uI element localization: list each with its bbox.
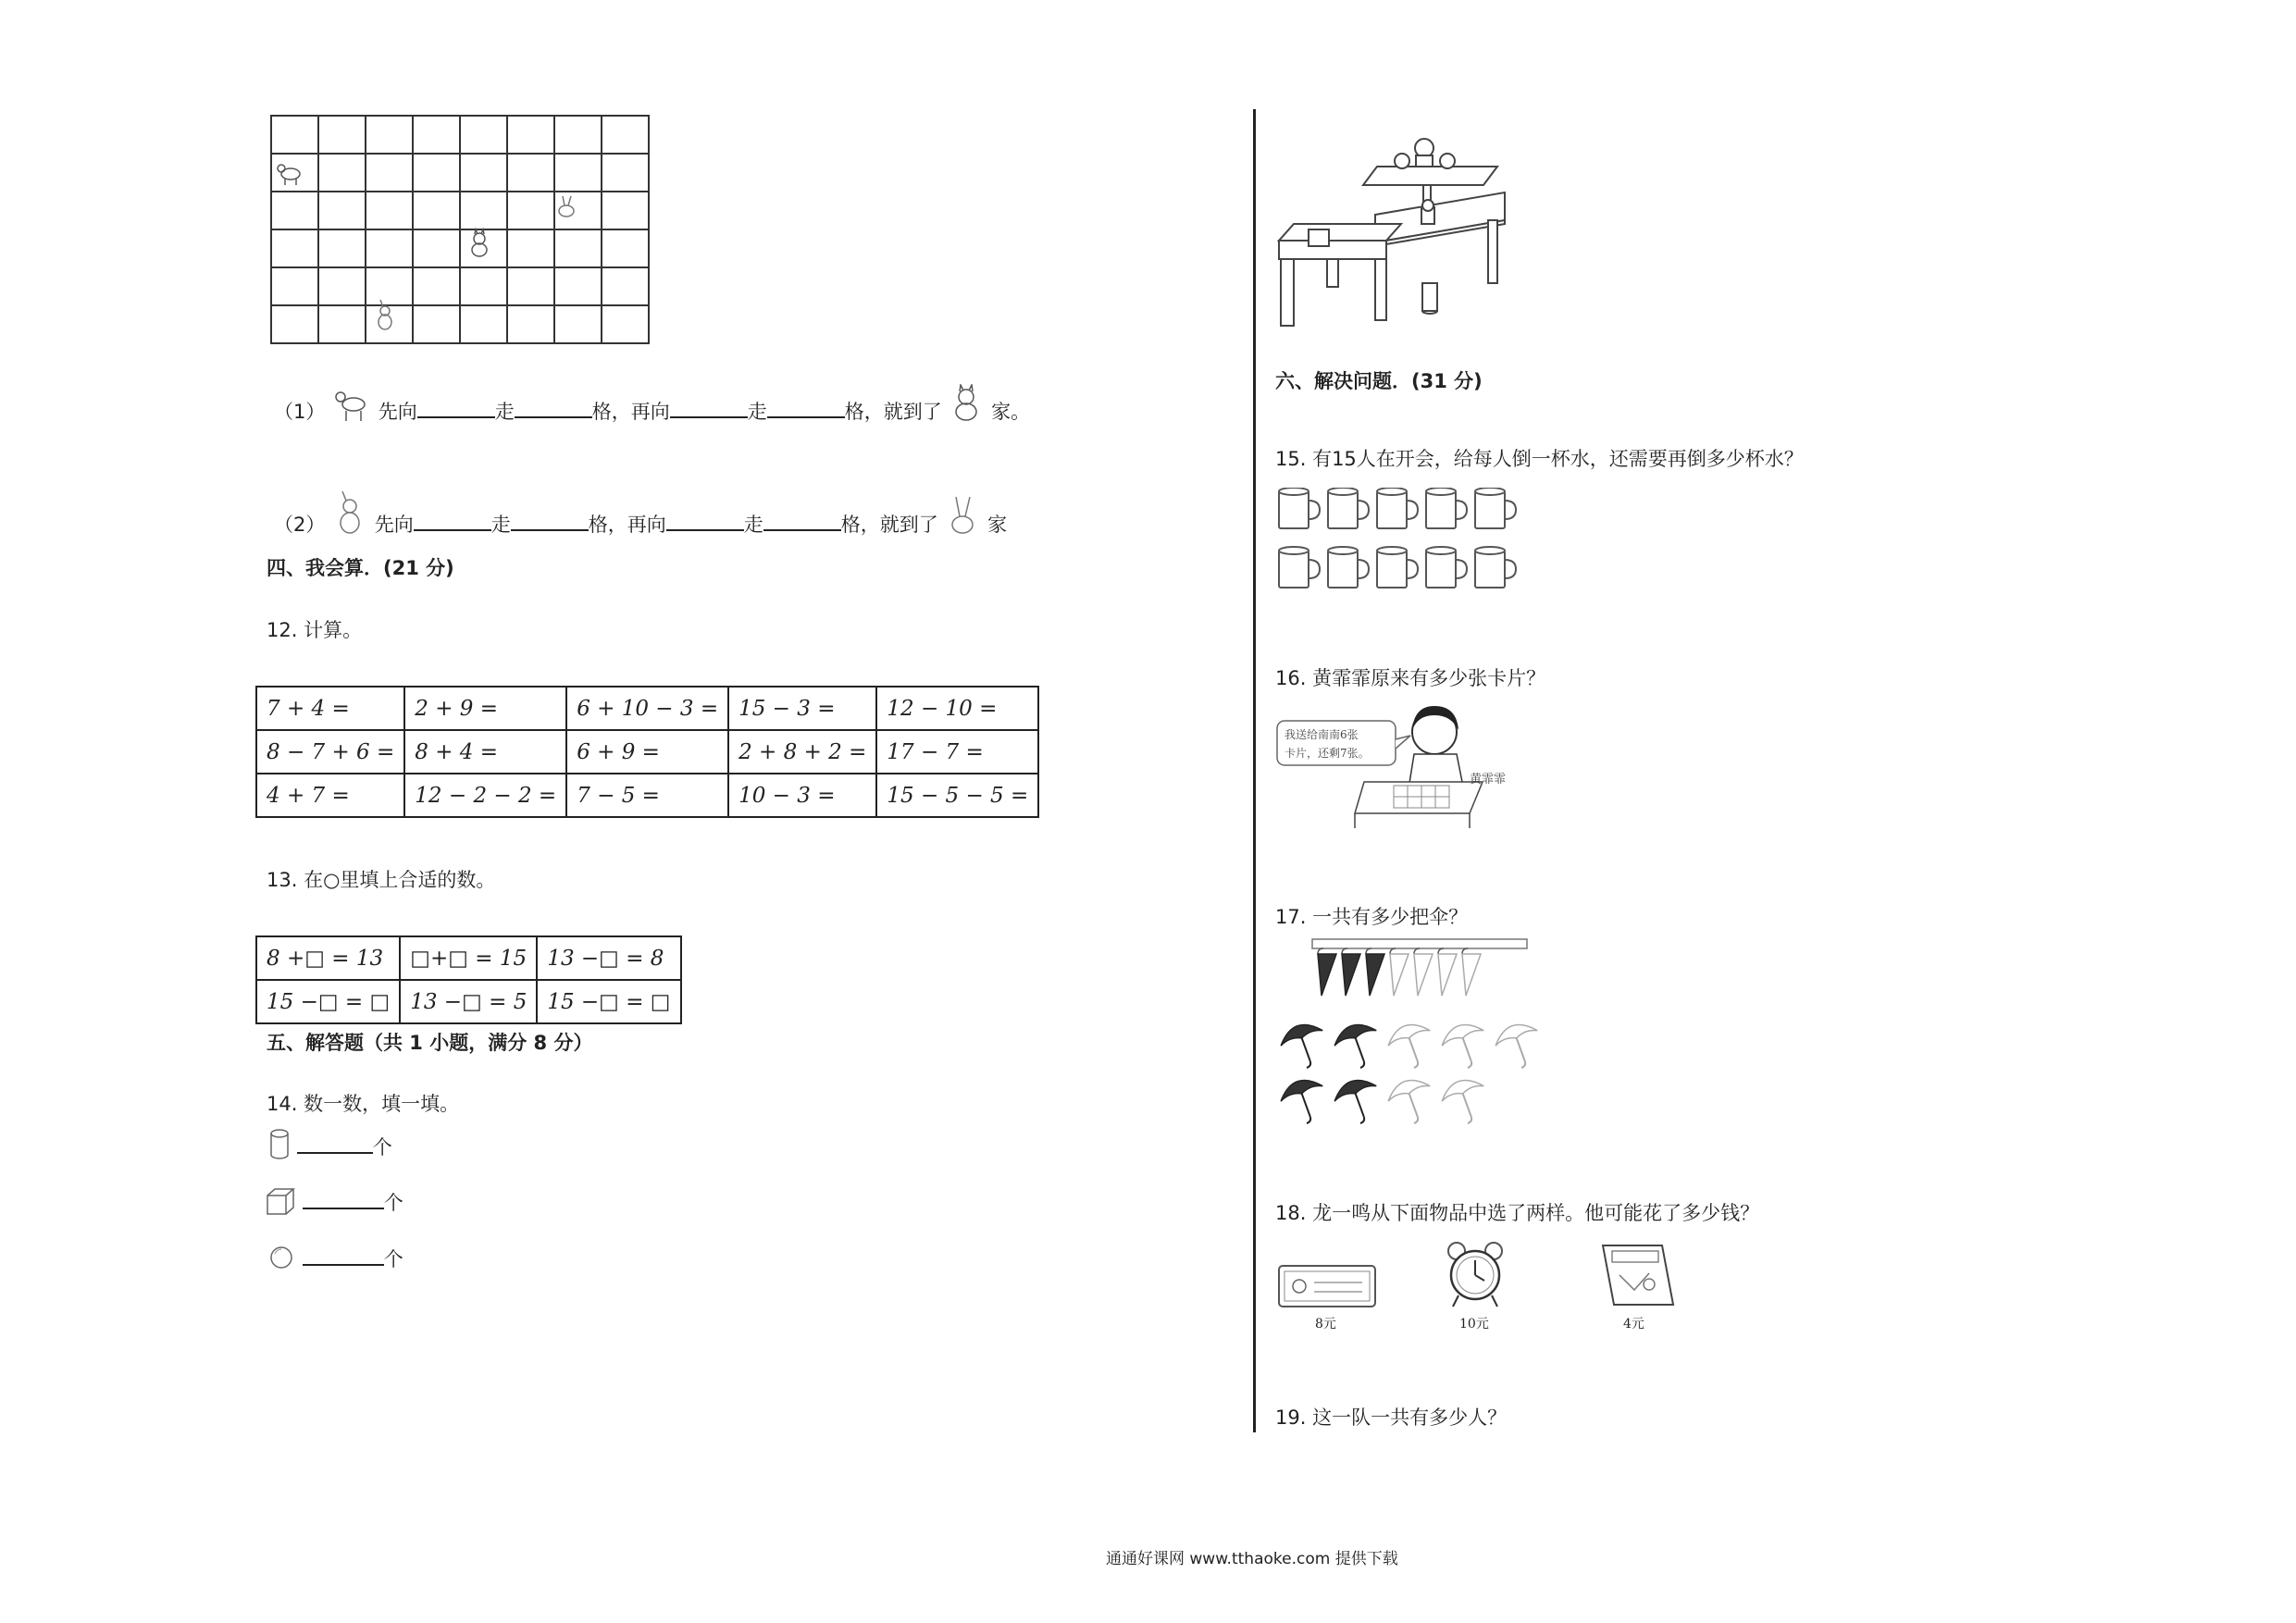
cat-icon xyxy=(472,229,487,256)
hanging-umbrella-icon xyxy=(1414,948,1433,996)
fill-cell: 8 +□ = 13 xyxy=(256,936,400,980)
price-label: 10元 xyxy=(1459,1317,1489,1332)
calc-cell: 2 + 9 = xyxy=(404,687,566,730)
cylinder-icon xyxy=(268,1129,291,1160)
question-number: （1） xyxy=(274,401,326,423)
calc-cell: 12 − 2 − 2 = xyxy=(404,774,566,817)
calc-cell: 7 − 5 = xyxy=(566,774,728,817)
girl-cards-illustration xyxy=(1275,699,1534,837)
sphere-icon xyxy=(268,1245,296,1272)
fill-cell: 13 −□ = 8 xyxy=(537,936,680,980)
steps-blank[interactable] xyxy=(763,509,841,531)
cup-icon xyxy=(1328,488,1369,528)
open-umbrella-icon xyxy=(1330,1074,1386,1130)
count-row-cube: 个 xyxy=(265,1186,403,1216)
hanging-umbrella-icon xyxy=(1438,948,1457,996)
calc-cell: 2 + 8 + 2 = xyxy=(728,730,876,774)
hanging-umbrella-icon xyxy=(1342,948,1360,996)
direction-blank[interactable] xyxy=(670,396,748,418)
fill-cell: 15 −□ = □ xyxy=(537,980,680,1023)
calc-cell: 12 − 10 = xyxy=(876,687,1038,730)
direction-blank[interactable] xyxy=(414,509,491,531)
question-16: 16. 黄霏霏原来有多少张卡片？ xyxy=(1275,667,1546,689)
goat-icon xyxy=(278,165,300,185)
steps-blank[interactable] xyxy=(515,396,592,418)
solids-on-tables-illustration xyxy=(1275,128,1516,341)
question-number: （2） xyxy=(274,514,326,536)
calc-cell: 10 − 3 = xyxy=(728,774,876,817)
question-17: 17. 一共有多少把伞？ xyxy=(1275,906,1469,928)
open-umbrella-icon xyxy=(1491,1019,1547,1074)
page-footer: 通通好课网 www.tthaoke.com 提供下载 xyxy=(1106,1550,1398,1568)
calc-cell: 15 − 3 = xyxy=(728,687,876,730)
hanging-umbrella-icon xyxy=(1390,948,1409,996)
cup-icon xyxy=(1426,547,1467,588)
cat-icon xyxy=(948,384,985,425)
question-15: 15. 有15人在开会，给每人倒一杯水，还需要再倒多少杯水？ xyxy=(1275,448,1804,470)
pencil-case-icon xyxy=(1277,1264,1379,1310)
steps-blank[interactable] xyxy=(511,509,589,531)
hanging-umbrella-icon xyxy=(1462,948,1481,996)
direction-blank[interactable] xyxy=(417,396,495,418)
cup-icon xyxy=(1426,488,1467,528)
open-umbrella-icon xyxy=(1384,1074,1440,1130)
cup-icon xyxy=(1377,547,1418,588)
fill-cell: 13 −□ = 5 xyxy=(400,980,537,1023)
hanging-umbrella-icon xyxy=(1366,948,1384,996)
column-divider xyxy=(1253,109,1256,1432)
speech-bubble-line-2: 卡片，还剩7张。 xyxy=(1285,747,1370,760)
speech-bubble-line-1: 我送给南南6张 xyxy=(1285,728,1359,741)
calc-cell: 15 − 5 − 5 = xyxy=(876,774,1038,817)
open-umbrella-icon xyxy=(1437,1074,1494,1130)
girl-name-label: 黄霏霏 xyxy=(1470,773,1507,787)
fill-cell: 15 −□ = □ xyxy=(256,980,400,1023)
cup-icon xyxy=(1475,547,1516,588)
calc-cell: 6 + 10 − 3 = xyxy=(566,687,728,730)
question-13-label: 13. 在○里填上合适的数。 xyxy=(267,869,496,891)
open-umbrella-icon xyxy=(1276,1074,1333,1130)
calc-cell: 8 − 7 + 6 = xyxy=(256,730,404,774)
question-12-label: 12. 计算。 xyxy=(267,619,363,641)
cup-icon xyxy=(1279,488,1320,528)
rabbit-icon xyxy=(944,495,981,538)
alarm-clock-icon xyxy=(1446,1240,1505,1310)
hanging-umbrella-icon xyxy=(1318,948,1336,996)
open-umbrella-icon xyxy=(1330,1019,1386,1074)
grid-map xyxy=(270,115,652,346)
count-blank[interactable] xyxy=(303,1187,384,1209)
direction-blank[interactable] xyxy=(666,509,744,531)
calc-cell: 4 + 7 = xyxy=(256,774,404,817)
dog-icon xyxy=(379,300,391,329)
count-row-cylinder: 个 xyxy=(268,1129,392,1160)
section-heading: 五、解答题（共 1 小题，满分 8 分） xyxy=(267,1032,593,1054)
cup-icon xyxy=(1328,547,1369,588)
open-umbrella-icon xyxy=(1276,1019,1333,1074)
count-row-sphere: 个 xyxy=(268,1244,403,1272)
calc-cell: 7 + 4 = xyxy=(256,687,404,730)
open-umbrella-icon xyxy=(1384,1019,1440,1074)
price-label: 8元 xyxy=(1315,1317,1336,1332)
goat-icon xyxy=(331,384,372,425)
question-18: 18. 龙一鸣从下面物品中选了两样。他可能花了多少钱？ xyxy=(1275,1202,1760,1224)
question-14-label: 14. 数一数，填一填。 xyxy=(267,1093,460,1115)
count-blank[interactable] xyxy=(297,1132,373,1154)
rabbit-icon xyxy=(559,196,574,217)
route-question-2: （2） 先向 走 格，再向 走 格，就到了 家 xyxy=(274,509,1007,538)
fill-cell: □+□ = 15 xyxy=(400,936,537,980)
cup-icon xyxy=(1475,488,1516,528)
calc-table xyxy=(255,686,1039,818)
cups-illustration xyxy=(1275,488,1534,603)
notebook-icon xyxy=(1597,1244,1677,1308)
dog-icon xyxy=(331,491,368,538)
open-umbrella-icon xyxy=(1437,1019,1494,1074)
cube-icon xyxy=(265,1186,296,1216)
section-heading: 六、解决问题．(31 分) xyxy=(1275,370,1483,392)
steps-blank[interactable] xyxy=(767,396,845,418)
section-heading: 四、我会算．(21 分) xyxy=(267,557,454,579)
count-blank[interactable] xyxy=(303,1244,384,1266)
question-19: 19. 这一队一共有多少人？ xyxy=(1275,1406,1508,1429)
route-question-1: （1） 先向 走 格，再向 走 格，就到了 家。 xyxy=(274,396,1030,425)
calc-cell: 6 + 9 = xyxy=(566,730,728,774)
calc-cell: 17 − 7 = xyxy=(876,730,1038,774)
fill-table xyxy=(255,935,682,1024)
umbrellas-illustration xyxy=(1275,936,1590,1140)
calc-cell: 8 + 4 = xyxy=(404,730,566,774)
cup-icon xyxy=(1279,547,1320,588)
price-label: 4元 xyxy=(1623,1317,1644,1332)
cup-icon xyxy=(1377,488,1418,528)
